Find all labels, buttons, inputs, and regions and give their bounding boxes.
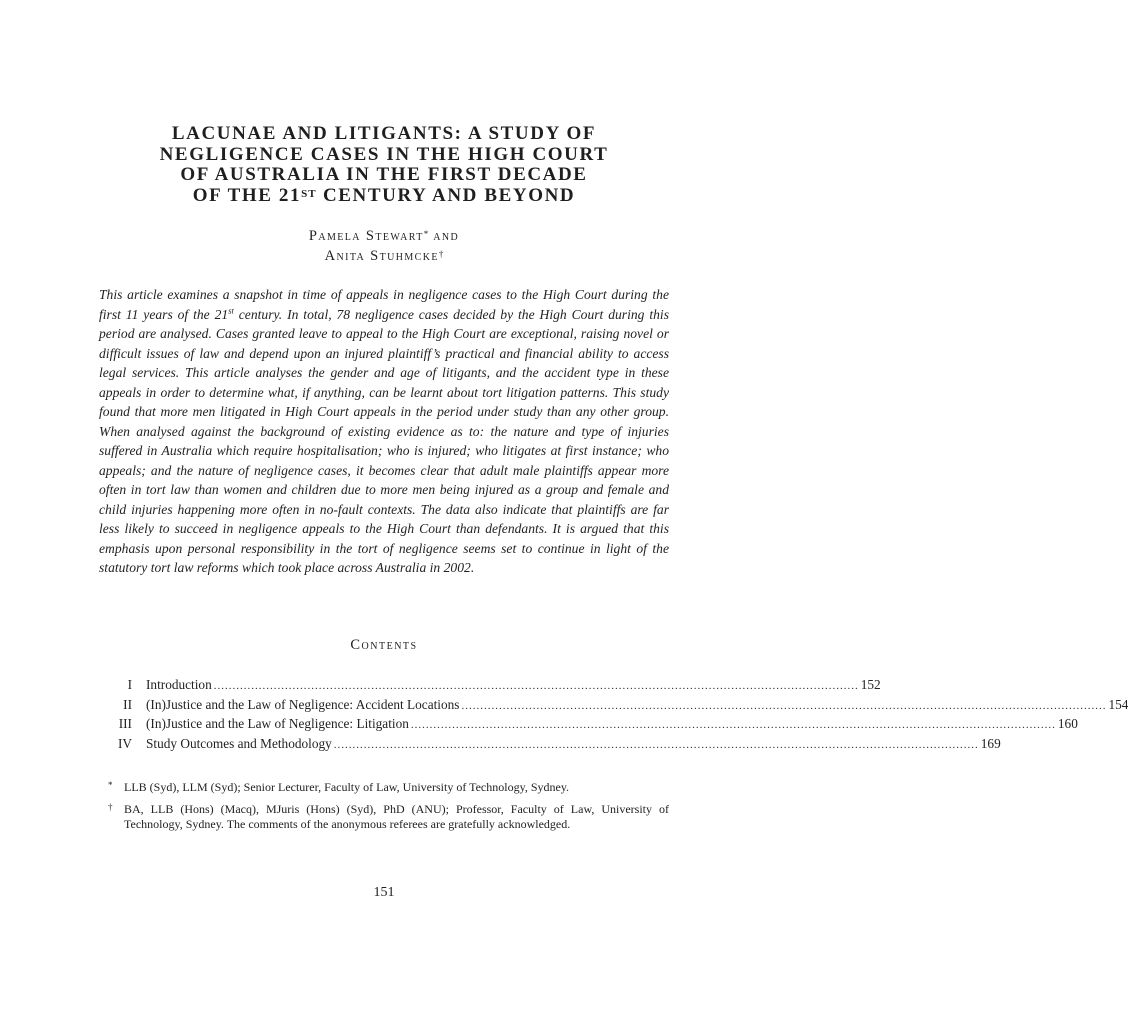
toc-number: III (118, 716, 132, 731)
toc-page-number: 169 (980, 735, 1001, 751)
title-line: LACUNAE AND LITIGANTS: A STUDY OF (171, 123, 597, 144)
toc-page-number: 154 (1108, 696, 1128, 712)
toc-leader: ............................................................................................................................................................................ (461, 699, 1107, 712)
footnote (108, 802, 669, 832)
toc-leader: ............................................................................................................................................................................ (213, 680, 859, 692)
footnote-text: LLB (Syd), LLM (Syd); Senior Lecturer, Faculty of Law, University of Technology, Sydney. (124, 780, 570, 794)
footnotes (108, 780, 669, 839)
toc-entry[interactable] (103, 735, 1001, 756)
author-line (0, 246, 768, 266)
toc-entry[interactable] (103, 716, 1078, 736)
toc-leader: ............................................................................................................................................................................ (410, 719, 1056, 731)
toc-title: (In)Justice and the Law of Negligence: Accident Locations (146, 696, 460, 712)
authors-block (0, 226, 768, 266)
toc-entry[interactable] (103, 696, 1128, 717)
footnote (108, 780, 669, 795)
title-line (0, 186, 768, 207)
footnote-mark: † (438, 249, 444, 259)
toc-leader: ............................................................................................................................................................................ (333, 738, 979, 751)
abstract-text: century. In total, 78 negligence cases decided by the High Court during this period are analysed. Cases granted leave to appeal to the High Court are exceptional, raising novel or difficult issues of law and depend upon an injured plaintiff’s practical and financial ability to access legal services. This article analyses the gender and age of litigants, and the accident type in these appeals in order to determine what, if anything, can be learnt about tort litigation patterns. This study found that more men litigated in High Court appeals in the period under study than any other group. When analysed against the background of existing evidence as to: the nature and type of injuries suffered in Australia which require hospitalisation; who is injured; who litigates at first instance; who appeals; and the nature of negligence cases, it becomes clear that adult male plaintiffs appear more often in tort law than women and children due to more men being injured as a group and female and child injuries happening more often in no-fault contexts. The data also indicate that plaintiffs are far less likely to succeed in negligence appeals to the High Court than defendants. It is argued that this emphasis upon personal responsibility in the tort of negligence seems set to continue in light of the statutory tort law reforms which took place across Australia in 2002. (99, 306, 669, 575)
author-name: Anita Stuhmcke (324, 248, 439, 264)
toc-title: Introduction (146, 677, 212, 692)
toc-title: Study Outcomes and Methodology (146, 735, 332, 751)
footnote-mark: * (423, 229, 429, 239)
toc-number: IV (117, 735, 132, 751)
footnote-mark: * (108, 780, 113, 790)
toc-number: I (127, 677, 132, 692)
toc-page-number: 160 (1057, 716, 1078, 731)
title-line-start: OF THE 21 (192, 184, 302, 206)
table-of-contents (103, 677, 1128, 755)
toc-page-number: 152 (860, 677, 881, 692)
abstract-superscript: st (228, 304, 234, 315)
title-line-end: CENTURY AND BEYOND (316, 184, 576, 206)
author-name: Pamela Stewart (308, 228, 424, 244)
title-line: NEGLIGENCE CASES IN THE HIGH COURT (159, 143, 609, 165)
author-line (0, 226, 768, 246)
footnote-mark: † (108, 802, 113, 812)
title-superscript: ST (301, 187, 317, 200)
title-line: OF AUSTRALIA IN THE FIRST DECADE (180, 164, 588, 185)
abstract (99, 285, 669, 578)
article-title (0, 124, 768, 206)
contents-heading: Contents (350, 637, 418, 653)
footnote-text: BA, LLB (Hons) (Macq), MJuris (Hons) (Syd), PhD (ANU); Professor, Faculty of Law, University of Technology, Sydney. The comments of the anonymous referees are gratefully acknowledged. (124, 802, 669, 831)
author-joiner: and (428, 228, 460, 244)
page-number: 151 (373, 885, 395, 900)
toc-entry[interactable] (103, 677, 881, 697)
toc-title: (In)Justice and the Law of Negligence: Litigation (146, 716, 409, 731)
toc-number: II (123, 696, 132, 712)
abstract-text: This article examines a snapshot in time of appeals in negligence cases to the High Court during the first 11 years of the 21 (99, 287, 669, 322)
